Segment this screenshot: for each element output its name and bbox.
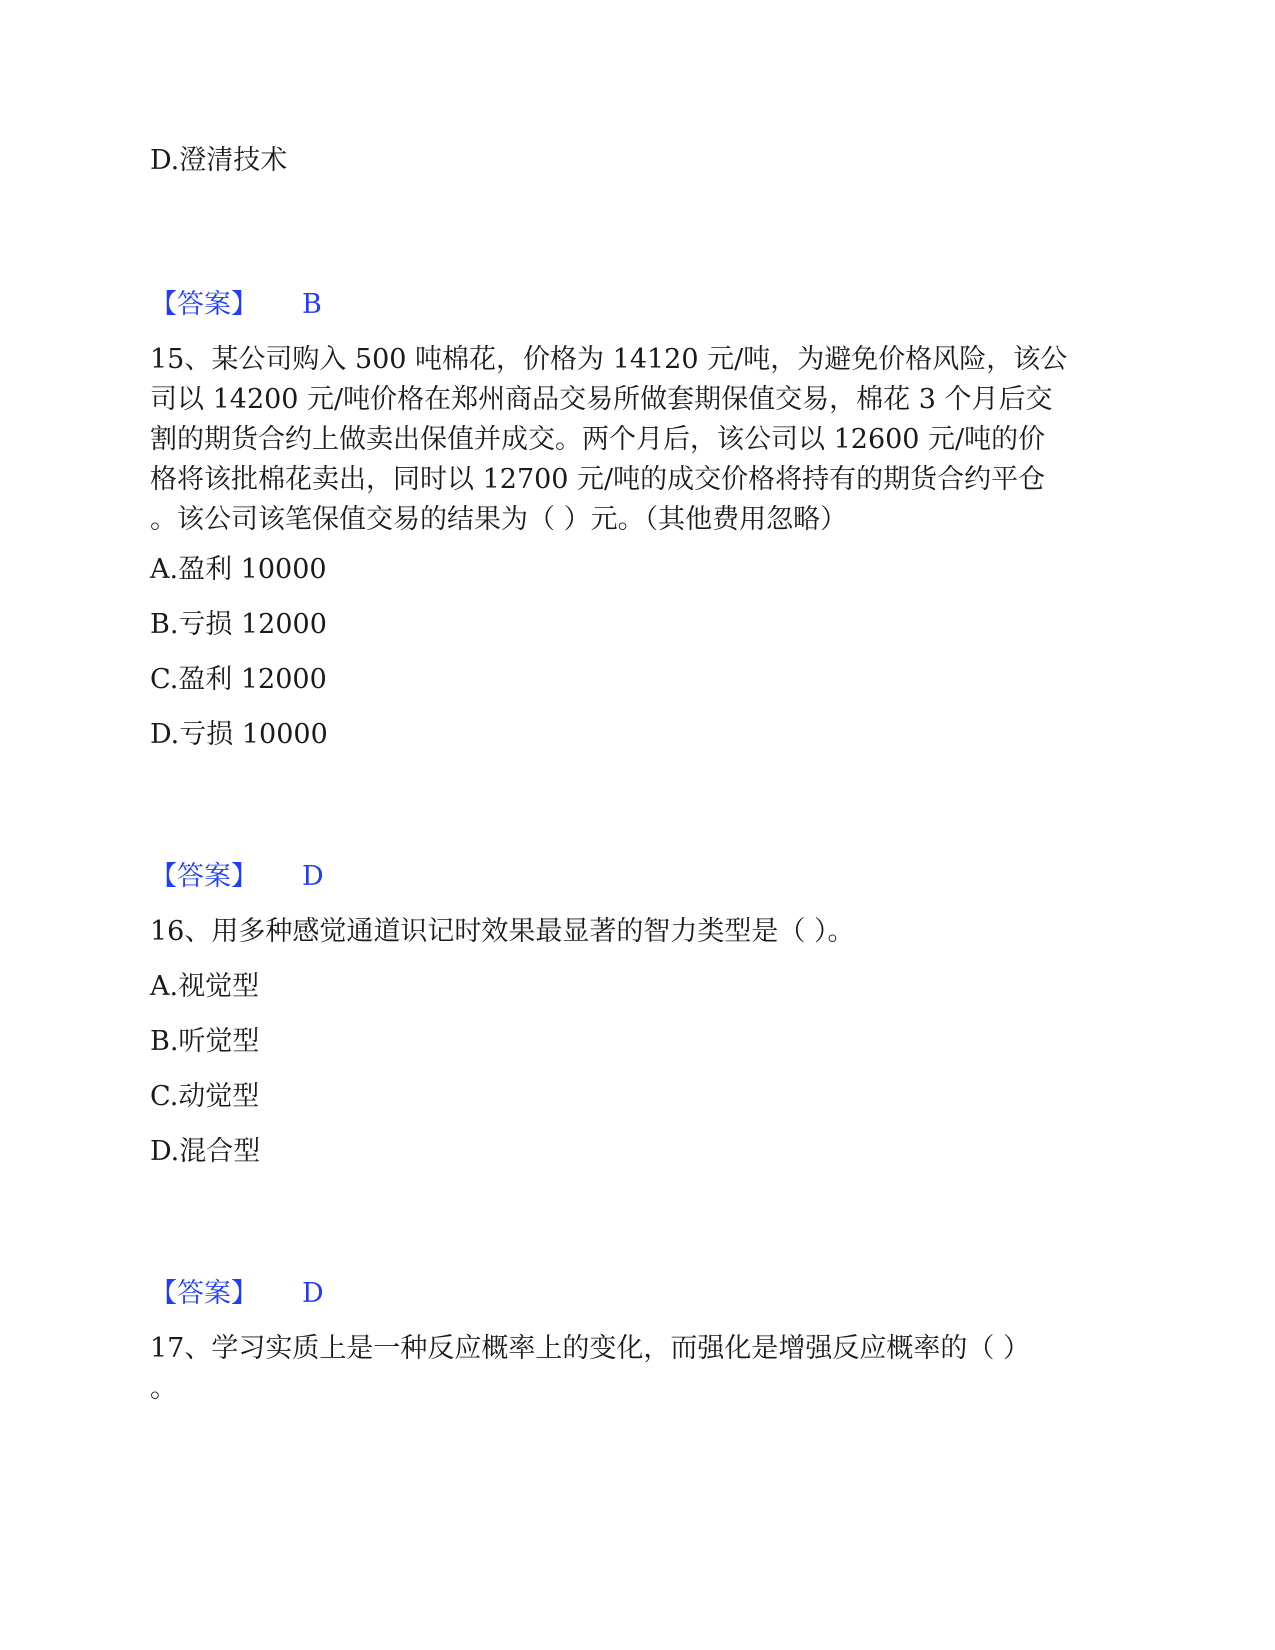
answer-16: [150, 1279, 324, 1309]
question-line: 。该公司该笔保值交易的结果为（ ）元。（其他费用忽略）: [150, 504, 848, 535]
question-line: 。: [150, 1373, 177, 1404]
question-line: 格将该批棉花卖出，同时以 12700 元/吨的成交价格将持有的期货合约平仓: [150, 464, 1046, 495]
question-line: 割的期货合约上做卖出保值并成交。两个月后，该公司以 12600 元/吨的价: [150, 424, 1046, 455]
question-17: [150, 1329, 1100, 1409]
q16-option-b: B.听觉型: [150, 1026, 260, 1057]
answer-label: 【答案】: [150, 289, 258, 320]
answer-value: B: [302, 289, 322, 320]
question-line: 15、某公司购入 500 吨棉花，价格为 14120 元/吨，为避免价格风险，该公: [150, 344, 1068, 375]
q15-option-c: C.盈利 12000: [150, 664, 327, 695]
answer-value: D: [302, 861, 324, 892]
question-15: [150, 340, 1100, 540]
q16-option-a: A.视觉型: [150, 971, 260, 1002]
answer-15: [150, 862, 324, 892]
answer-14: [150, 290, 322, 320]
q15-option-d: D.亏损 10000: [150, 719, 328, 750]
answer-label: 【答案】: [150, 1278, 258, 1309]
q15-option-b: B.亏损 12000: [150, 609, 327, 640]
answer-value: D: [302, 1278, 324, 1309]
question-16: 16、用多种感觉通道识记时效果最显著的智力类型是（ ）。: [150, 916, 855, 947]
q16-option-d: D.混合型: [150, 1136, 261, 1167]
question-line: 17、学习实质上是一种反应概率上的变化，而强化是增强反应概率的（ ）: [150, 1333, 1030, 1364]
q16-option-c: C.动觉型: [150, 1081, 260, 1112]
q14-option-d: D.澄清技术: [150, 145, 288, 176]
q15-option-a: A.盈利 10000: [150, 554, 327, 585]
question-line: 司以 14200 元/吨价格在郑州商品交易所做套期保值交易，棉花 3 个月后交: [150, 384, 1053, 415]
answer-label: 【答案】: [150, 861, 258, 892]
